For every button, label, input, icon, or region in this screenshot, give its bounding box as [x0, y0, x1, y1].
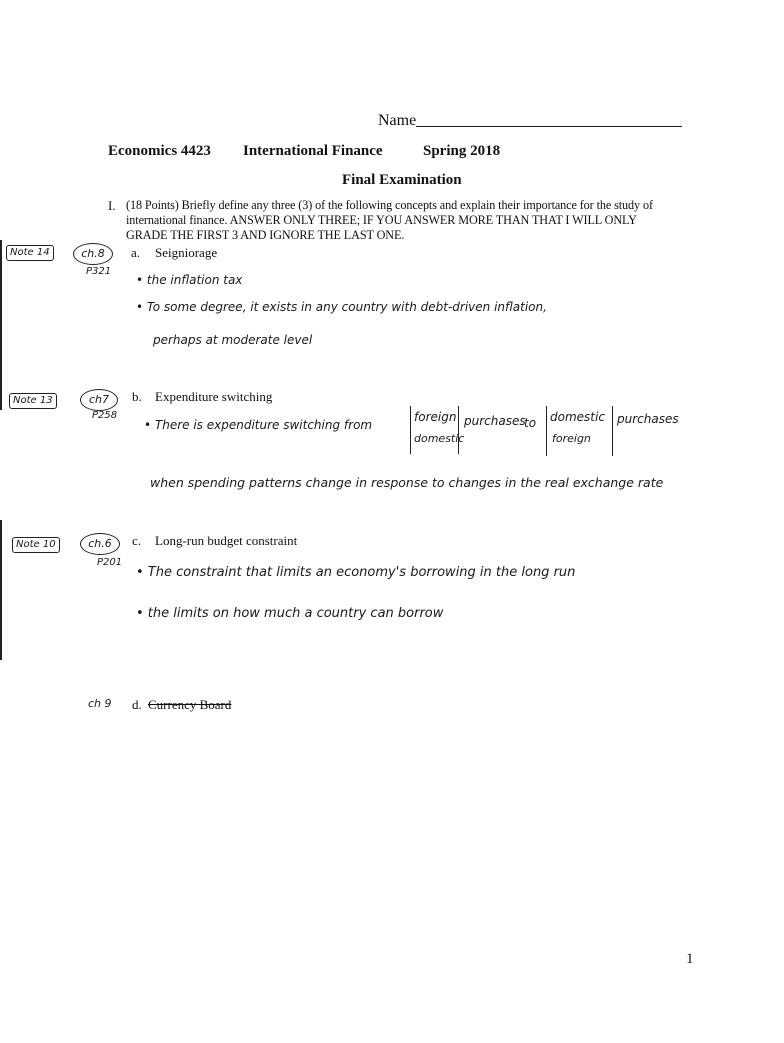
item-term-crossed-out: Currency Board [148, 697, 232, 712]
answer-line: • the inflation tax [136, 273, 243, 287]
section-number: I. [108, 198, 116, 213]
chapter-ref: ch 9 [88, 697, 112, 710]
answer-word: to [524, 416, 537, 430]
chapter-circle: ch.8 [73, 243, 113, 265]
note-box: Note 10 [12, 537, 60, 553]
bracket-bar [546, 406, 547, 456]
answer-option: foreign [552, 432, 591, 445]
page-ref: P258 [92, 410, 118, 421]
item-term: Long-run budget constraint [155, 533, 298, 548]
answer-line: • To some degree, it exists in any country with debt-driven inflation, [136, 300, 547, 314]
answer-word: purchases [617, 412, 679, 426]
answer-line: when spending patterns change in response to changes in the real exchange rate [150, 475, 664, 490]
chapter-circle: ch7 [80, 389, 118, 411]
instruction-line-2: international finance. ANSWER ONLY THREE; IF YOU ANSWER MORE THAN THAT I WILL ONLY [126, 213, 637, 227]
name-label: Name [378, 112, 417, 129]
answer-line: • The constraint that limits an economy's borrowing in the long run [136, 565, 576, 580]
bracket-bar [458, 406, 459, 454]
item-letter: b. [132, 389, 142, 404]
bracket-bar [612, 406, 613, 456]
item-letter: d. [132, 697, 142, 712]
answer-option: domestic [414, 432, 465, 445]
page-number: 1 [686, 951, 694, 967]
answer-line: • the limits on how much a country can borrow [136, 606, 444, 621]
page-ref: P321 [86, 266, 112, 277]
page-ref: P201 [97, 557, 123, 568]
instruction-line-1: (18 Points) Briefly define any three (3) of the following concepts and explain their importance for the study of [126, 198, 653, 212]
answer-word: purchases [464, 414, 526, 428]
scan-edge-mark [0, 520, 2, 660]
note-box: Note 13 [9, 393, 57, 409]
answer-option: domestic [550, 410, 605, 424]
item-letter: c. [132, 533, 142, 548]
answer-line: perhaps at moderate level [153, 333, 313, 347]
chapter-circle: ch.6 [80, 533, 120, 555]
item-term: Expenditure switching [155, 389, 273, 404]
course-code: Economics 4423 [108, 143, 211, 159]
answer-option: foreign [414, 410, 457, 424]
item-term: Seigniorage [155, 245, 218, 260]
note-box: Note 14 [6, 245, 54, 261]
course-term: Spring 2018 [423, 143, 501, 159]
scan-edge-mark [0, 240, 2, 410]
course-subject: International Finance [243, 143, 383, 159]
instruction-line-3: GRADE THE FIRST 3 AND IGNORE THE LAST ONE. [126, 228, 405, 242]
item-letter: a. [131, 245, 141, 260]
name-underline [416, 126, 682, 127]
exam-title: Final Examination [342, 172, 462, 188]
answer-line: • There is expenditure switching from [144, 418, 373, 432]
bracket-bar [410, 406, 411, 454]
